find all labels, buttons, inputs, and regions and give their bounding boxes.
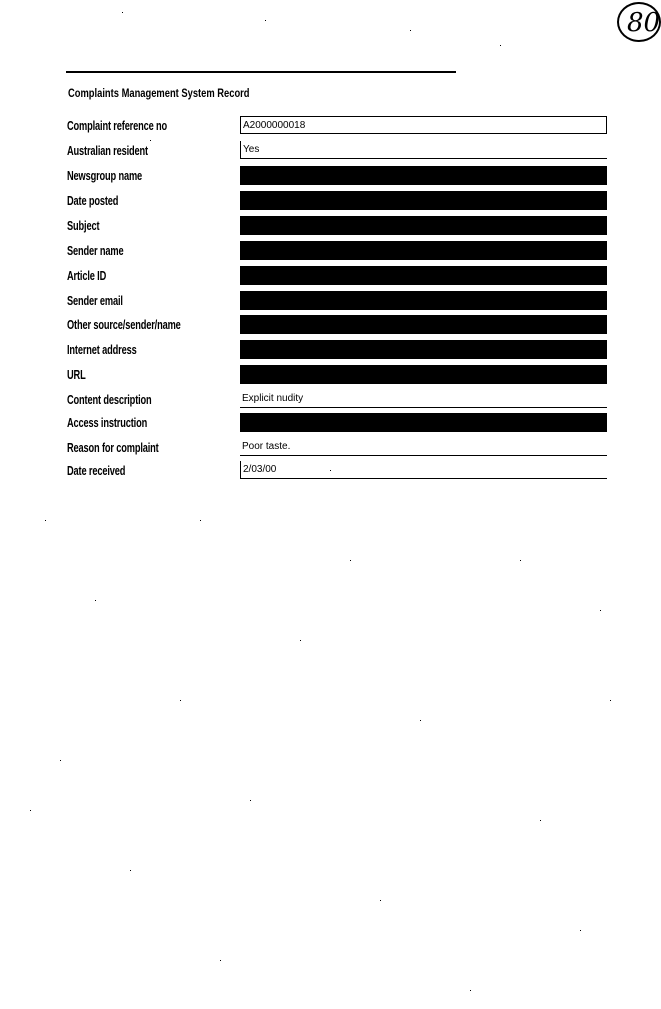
- field-row: [0, 216, 650, 236]
- field-value: 2/03/00: [240, 461, 607, 479]
- field-label: Sender name: [67, 244, 124, 258]
- field-label: Internet address: [67, 343, 137, 357]
- field-row: [0, 413, 650, 433]
- field-label: Subject: [67, 219, 100, 233]
- scan-speck: [130, 870, 131, 871]
- field-row: [0, 191, 650, 211]
- redaction-bar: [240, 340, 607, 359]
- scan-speck: [250, 800, 251, 801]
- field-label: Newsgroup name: [67, 169, 143, 183]
- redaction-bar: [240, 216, 607, 235]
- field-value: Explicit nudity: [240, 390, 607, 408]
- scan-speck: [45, 520, 46, 521]
- redaction-bar: [240, 191, 607, 210]
- redaction-bar: [240, 266, 607, 285]
- field-row: [0, 365, 650, 385]
- field-row: [0, 291, 650, 311]
- redaction-bar: [240, 365, 607, 384]
- field-row: [0, 438, 650, 458]
- scan-speck: [500, 45, 501, 46]
- scan-speck: [520, 560, 521, 561]
- redaction-bar: [240, 291, 607, 310]
- field-value: Yes: [240, 141, 607, 159]
- scan-speck: [410, 30, 411, 31]
- scan-speck: [95, 600, 96, 601]
- scan-speck: [600, 610, 601, 611]
- scan-speck: [265, 20, 266, 21]
- field-label: Content description: [67, 393, 152, 407]
- scan-speck: [300, 640, 301, 641]
- field-label: Access instruction: [67, 416, 148, 430]
- top-divider: [66, 71, 456, 73]
- field-label: Reason for complaint: [67, 441, 159, 455]
- scan-speck: [420, 720, 421, 721]
- field-label: Article ID: [67, 269, 107, 283]
- scan-speck: [470, 990, 471, 991]
- scan-speck: [30, 810, 31, 811]
- field-row: [0, 340, 650, 360]
- field-label: Australian resident: [67, 144, 148, 158]
- field-row: [0, 266, 650, 286]
- field-value: A2000000018: [240, 116, 607, 134]
- field-row: [0, 241, 650, 261]
- page-title: Complaints Management System Record: [68, 86, 250, 100]
- field-row: [0, 461, 650, 481]
- field-label: Sender email: [67, 294, 123, 308]
- field-row: [0, 166, 650, 186]
- field-row: [0, 141, 650, 161]
- redaction-bar: [240, 315, 607, 334]
- scan-speck: [540, 820, 541, 821]
- field-row: [0, 116, 650, 136]
- scan-speck: [60, 760, 61, 761]
- scan-speck: [350, 560, 351, 561]
- scan-speck: [180, 700, 181, 701]
- field-row: [0, 390, 650, 410]
- scan-speck: [122, 12, 123, 13]
- scan-speck: [610, 700, 611, 701]
- redaction-bar: [240, 166, 607, 185]
- scan-speck: [380, 900, 381, 901]
- field-label: Date posted: [67, 194, 119, 208]
- scan-speck: [330, 470, 331, 471]
- scan-speck: [580, 930, 581, 931]
- field-label: URL: [67, 368, 86, 382]
- field-label: Date received: [67, 464, 126, 478]
- field-row: [0, 315, 650, 335]
- field-label: Other source/sender/name: [67, 318, 181, 332]
- page-number-circle: 80: [617, 2, 661, 42]
- redaction-bar: [240, 413, 607, 432]
- scan-speck: [150, 140, 151, 141]
- redaction-bar: [240, 241, 607, 260]
- field-label: Complaint reference no: [67, 119, 168, 133]
- field-value: Poor taste.: [240, 438, 607, 456]
- scan-speck: [220, 960, 221, 961]
- scan-speck: [200, 520, 201, 521]
